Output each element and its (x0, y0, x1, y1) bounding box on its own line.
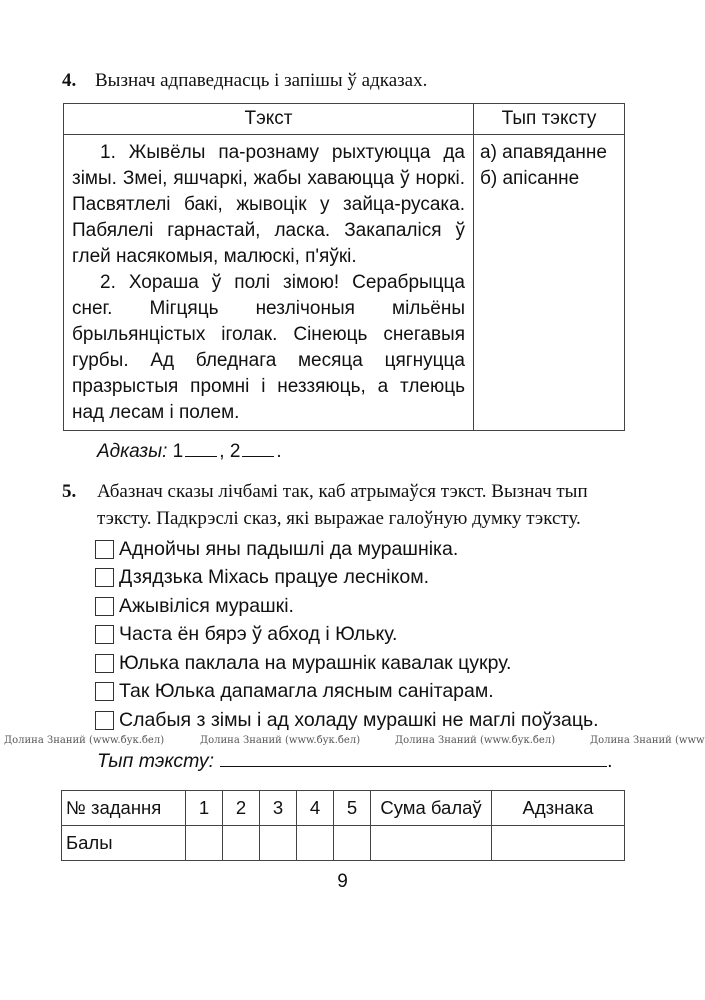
number-box[interactable] (95, 682, 114, 701)
text-1: 1. Жывёлы па-рознаму рыхтуюцца да зімы. Змеі, яшчаркі, жабы хаваюцца ў норкі. Пасвятлелі бакі, жывоцік у зайца-русака. Пабялелі гарнастай, ласка. Закапаліся ў глей насякомыя, малюскі, п'яўкі. (72, 142, 465, 267)
sentence-text: Юлька паклала на мурашнік кавалак цукру. (119, 651, 512, 674)
text-2: 2. Хораша ў полі зімою! Серабрыцца снег. Мігцяць незлічоныя мільёны брыльянцістых іголак. Сінеюць снегавыя гурбы. Ад бледнага месяца цягнуцца празрыстыя промні і неззяюць, а тлеюць над лесам і полем. (72, 272, 465, 423)
points-label: Балы (62, 825, 186, 860)
points-cell[interactable] (297, 825, 334, 860)
task-number-label: № задання (62, 790, 186, 825)
task5-number: 5. (62, 481, 77, 502)
task-col-2: 2 (223, 790, 260, 825)
answer-2-number: 2 (229, 441, 241, 462)
list-item (95, 592, 705, 621)
type-label: Тып тэксту: (97, 749, 215, 772)
texts-cell (64, 135, 474, 431)
sentence-text: Слабыя з зімы і ад холаду мурашкі не маглі поўзаць. (119, 708, 599, 731)
answer-1-blank[interactable] (185, 440, 217, 457)
sentence-text: Так Юлька дапамагла лясным санітарам. (119, 680, 494, 703)
sum-cell[interactable] (371, 825, 492, 860)
grade-cell[interactable] (492, 825, 625, 860)
sentence-text: Ажывіліся мурашкі. (119, 594, 294, 617)
score-table (61, 790, 625, 861)
list-item (95, 621, 705, 650)
task-col-1: 1 (186, 790, 223, 825)
task5 (0, 478, 705, 735)
sentence-list (95, 535, 705, 735)
sentence-text: Дзядзька Міхась працуе лесніком. (119, 566, 430, 589)
watermark-text: Долина Знаний (www.бук.бел) (395, 734, 556, 746)
answers-separator: , (219, 441, 225, 462)
number-box[interactable] (95, 597, 114, 616)
points-cell[interactable] (334, 825, 371, 860)
number-box[interactable] (95, 568, 114, 587)
points-cell[interactable] (186, 825, 223, 860)
task4-instruction: Вызнач адпаведнасць і запішы ў адказах. (95, 70, 428, 91)
task5-instruction: Абазнач сказы лічбамі так, каб атрымаўся тэкст. Вызнач тып тэксту. Падкрэслі сказ, які выражае галоўную думку тэксту. (97, 481, 588, 529)
list-item (95, 678, 705, 707)
grade-label: Адзнака (492, 790, 625, 825)
answers-end: . (276, 441, 282, 462)
watermark-text: Долина Знаний (www (590, 734, 705, 746)
list-item (95, 649, 705, 678)
task4-table (63, 103, 625, 431)
task4-heading (62, 68, 705, 93)
answer-2-blank[interactable] (242, 440, 274, 457)
sum-label: Сума балаў (371, 790, 492, 825)
task4-number: 4. (62, 70, 77, 91)
points-cell[interactable] (260, 825, 297, 860)
number-box[interactable] (95, 654, 114, 673)
task-col-4: 4 (297, 790, 334, 825)
task-col-3: 3 (260, 790, 297, 825)
number-box[interactable] (95, 711, 114, 730)
header-text-type: Тып тэксту (474, 104, 625, 135)
list-item (95, 535, 705, 564)
header-text: Тэкст (64, 104, 474, 135)
number-box[interactable] (95, 540, 114, 559)
type-option-b: б) апісанне (480, 168, 580, 189)
number-box[interactable] (95, 625, 114, 644)
task4-answers (97, 439, 705, 465)
page-number: 9 (337, 870, 348, 892)
watermark-text: Долина Знаний (www.бук.бел) (200, 734, 361, 746)
answer-1-number: 1 (172, 441, 184, 462)
types-cell (474, 135, 625, 431)
type-option-a: а) апавяданне (480, 142, 607, 163)
watermark (0, 735, 705, 748)
list-item (95, 564, 705, 593)
type-end: . (607, 749, 613, 772)
sentence-text: Аднойчы яны падышлі да мурашніка. (119, 537, 459, 560)
task-col-5: 5 (334, 790, 371, 825)
watermark-text: Долина Знаний (www.бук.бел) (4, 734, 165, 746)
list-item (95, 706, 705, 735)
answers-label: Адказы: (97, 441, 168, 462)
sentence-text: Часта ён бярэ ў абход і Юльку. (119, 623, 398, 646)
type-blank[interactable] (220, 748, 607, 767)
points-cell[interactable] (223, 825, 260, 860)
task5-type-answer (97, 748, 705, 774)
